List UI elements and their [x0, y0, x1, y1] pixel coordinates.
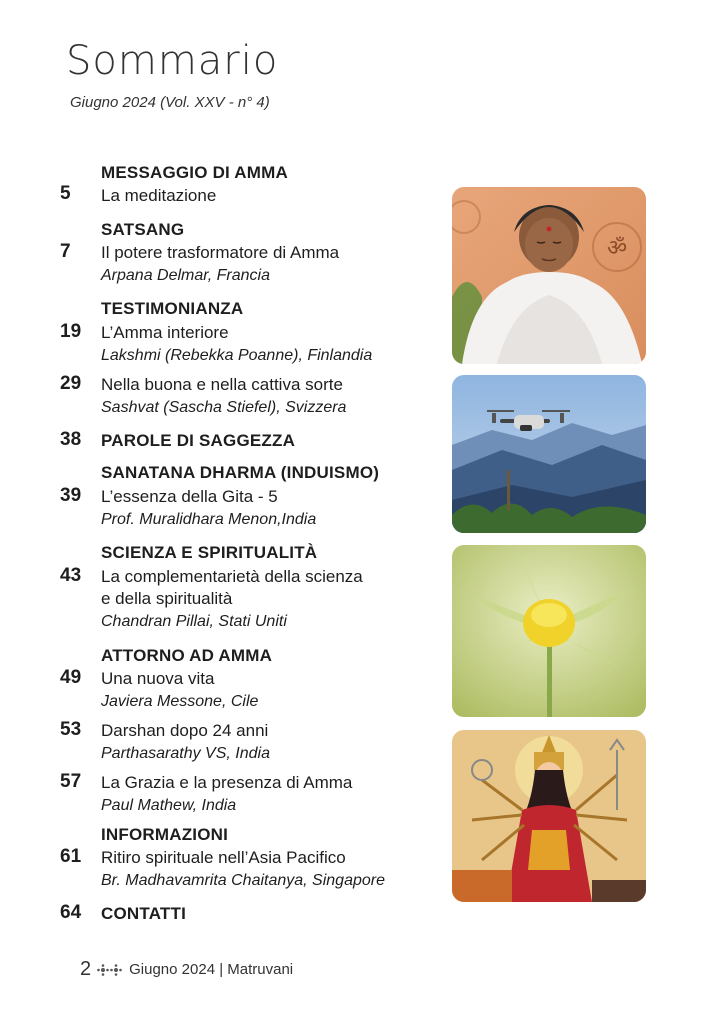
- article-title[interactable]: Nella buona e nella cattiva sorte: [101, 375, 343, 394]
- page-number[interactable]: 49: [60, 667, 82, 688]
- page-number[interactable]: 39: [60, 485, 82, 506]
- page-number[interactable]: 53: [60, 719, 82, 740]
- article-author: Sashvat (Sascha Stiefel), Svizzera: [101, 399, 347, 416]
- article-title[interactable]: Ritiro spirituale nell’Asia Pacifico: [101, 848, 346, 867]
- drone-landscape-photo: [452, 375, 646, 533]
- page-number[interactable]: 7: [60, 241, 71, 262]
- page-number[interactable]: 43: [60, 565, 82, 586]
- article-title[interactable]: L’essenza della Gita - 5: [101, 487, 278, 506]
- article-author: Prof. Muralidhara Menon,India: [101, 511, 317, 528]
- section-satsang: SATSANG: [101, 220, 185, 239]
- article-title[interactable]: Il potere trasformatore di Amma: [101, 243, 340, 262]
- page-number[interactable]: 64: [60, 902, 82, 923]
- article-author: Br. Madhavamrita Chaitanya, Singapore: [101, 872, 385, 889]
- section-attorno: ATTORNO AD AMMA: [101, 646, 273, 665]
- article-title[interactable]: La Grazia e la presenza di Amma: [101, 773, 353, 792]
- section-parole[interactable]: PAROLE DI SAGGEZZA: [101, 431, 296, 450]
- durga-painting-photo: [452, 730, 646, 902]
- article-author: Lakshmi (Rebekka Poanne), Finlandia: [101, 347, 373, 364]
- page-title: Sommario: [66, 38, 279, 84]
- article-author: Parthasarathy VS, India: [101, 745, 270, 762]
- section-sanatana: SANATANA DHARMA (INDUISMO): [101, 463, 380, 482]
- section-contatti[interactable]: CONTATTI: [101, 904, 187, 923]
- page-number[interactable]: 5: [60, 183, 71, 204]
- amma-portrait-photo: [452, 187, 646, 364]
- section-messaggio: MESSAGGIO DI AMMA: [101, 163, 288, 182]
- article-title[interactable]: La meditazione: [101, 186, 217, 205]
- page-number[interactable]: 38: [60, 429, 82, 450]
- section-testimonianza: TESTIMONIANZA: [101, 299, 244, 318]
- article-author: Paul Mathew, India: [101, 797, 237, 814]
- issue-subtitle: Giugno 2024 (Vol. XXV - n° 4): [70, 94, 270, 111]
- section-informazioni: INFORMAZIONI: [101, 825, 229, 844]
- article-title-cont[interactable]: e della spiritualità: [101, 589, 233, 608]
- article-title[interactable]: La complementarietà della scienza: [101, 567, 363, 586]
- flower-ornament-icon: [97, 964, 123, 976]
- footer-text: Giugno 2024 | Matruvani: [129, 961, 294, 978]
- article-title[interactable]: Una nuova vita: [101, 669, 215, 688]
- article-author: Chandran Pillai, Stati Uniti: [101, 613, 287, 630]
- page-number[interactable]: 57: [60, 771, 82, 792]
- om-symbol: ॐ: [606, 236, 628, 261]
- section-scienza: SCIENZA E SPIRITUALITÀ: [101, 543, 318, 562]
- page-number[interactable]: 29: [60, 373, 82, 394]
- page-number[interactable]: 61: [60, 846, 82, 867]
- article-title[interactable]: L’Amma interiore: [101, 323, 229, 342]
- page-number[interactable]: 19: [60, 321, 82, 342]
- article-title[interactable]: Darshan dopo 24 anni: [101, 721, 269, 740]
- article-author: Arpana Delmar, Francia: [101, 267, 270, 284]
- article-author: Javiera Messone, Cile: [101, 693, 259, 710]
- footer-page-number: 2: [80, 958, 92, 980]
- page-footer: [80, 958, 293, 981]
- yellow-flower-photo: [452, 545, 646, 717]
